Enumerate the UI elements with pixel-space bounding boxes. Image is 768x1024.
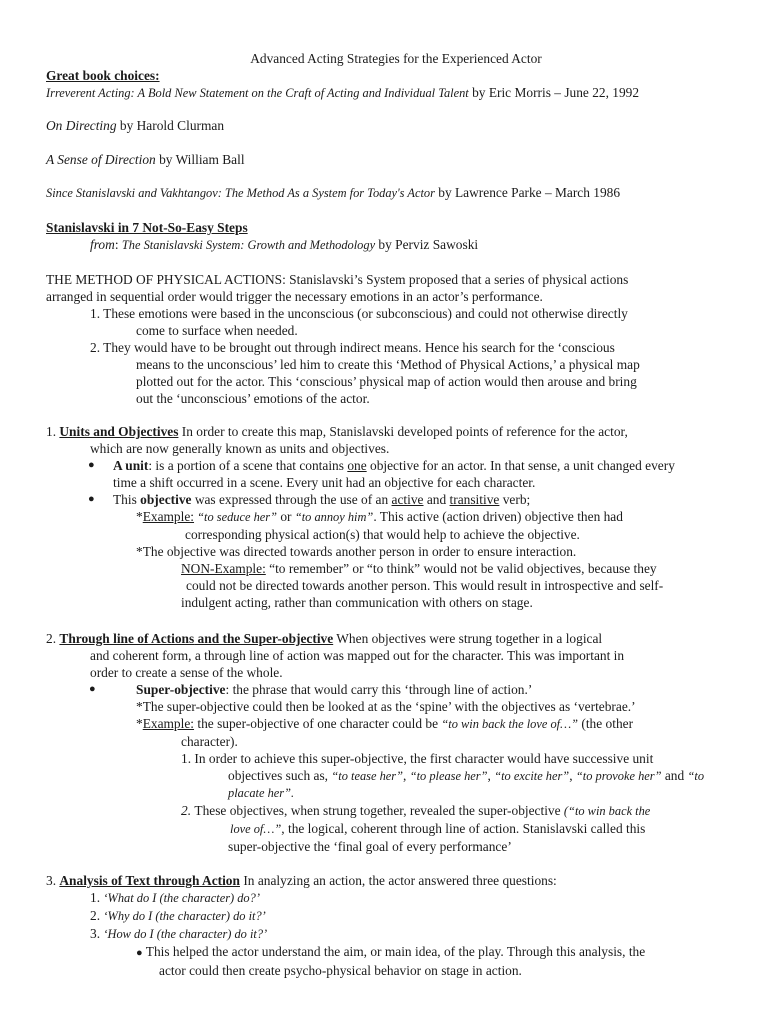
section-heading: Through line of Actions [59,631,195,646]
method-section [46,271,746,407]
method-item-cont: plotted out for the actor. This ‘conscious’ physical map of action would then arouse and bring [136,374,637,389]
books-heading: Great book choices: [46,68,160,83]
book-title: A Sense of Direction [46,152,156,167]
bullet-icon: ● [88,459,95,471]
example-line: *Example: the super-objective of one character could be “to win back the love of…” (the other [136,716,634,731]
books-section [46,67,746,102]
document-title: Advanced Acting Strategies for the Experienced Actor [250,51,542,66]
book-author: by Eric Morris – June 22, 1992 [468,85,640,100]
book-author: by William Ball [155,152,245,167]
sub-item: 2. These objectives, when strung together, revealed the super-objective (“to win back the [181,803,651,818]
book-entry [46,117,746,134]
question-item: 1. ‘What do I (the character) do?’ [90,890,260,905]
book-author: by Lawrence Parke – March 1986 [434,185,621,200]
section-through-line: 2. Through line of Actions and the Super-objective When objectives were strung together in a logical and coherent form, a through line of action was mapped out for the character. This was important in order to create a sense of the whole. ● Super-objective: the phrase that would carry this ‘through line of action.’ *The super-objective could then be looked at as the ‘spine’ with the objectives as ‘vertebrae.’ *Example: the super-objective of one character could be “to win back the love of…” (the other character). 1. In order to achieve this super-objective, the first character would have successive unit objectives such as, “to tease her”, “to please her”, “to excite her”, “to provoke her” and “to placate her”. 2. These objectives, when strung together, revealed the super-objective (“to win back the love of…”, the logical, coherent through line of action. Stanislavski called this super-objective the ‘final goal of every performance’ [46,630,746,855]
section-units-objectives: 1. Units and Objectives In order to create this map, Stanislavski developed points of reference for the actor, which are now generally known as units and objectives. ● A unit: is a portion of a scene that contains one objective for an actor. In that sense, a unit changed every time a shift occurred in a scene. Every unit had an objective for each character. ● This objective was expressed through the use of an active and transitive verb; *Example: “to seduce her” or “to annoy him”. This active (action driven) objective then had corresponding physical action(s) that would help to achieve the objective. *The objective was directed towards another person in order to ensure interaction. NON-Example: “to remember” or “to think” would not be valid objectives, because they could not be directed towards another person. This would result in introspective and self- indulgent acting, rather than communication with others on stage. [46,423,746,611]
list-item: ● This objective was expressed through the use of an active and transitive verb; [88,492,531,507]
section-heading: Units and Objectives [59,424,179,439]
non-example-line: NON-Example: “to remember” or “to think” would not be valid objectives, because they [181,561,657,576]
method-item-cont: out the ‘unconscious’ emotions of the actor. [136,391,370,406]
question-item: 2. ‘Why do I (the character) do it?’ [90,908,266,923]
source-author: by Perviz Sawoski [375,237,479,252]
section-heading: Analysis of Text through Action [59,873,240,888]
book-entry [46,184,746,202]
bullet-icon: ● [136,947,143,959]
book-author: by Harold Clurman [116,118,225,133]
method-item-cont: come to surface when needed. [136,323,298,338]
bullet-icon: ● [88,493,95,505]
bullet-icon: ● [89,683,96,695]
method-line: THE METHOD OF PHYSICAL ACTIONS: Stanislavski’s System proposed that a series of physical actions [46,272,629,287]
list-item: ● A unit: is a portion of a scene that contains one objective for an actor. In that sense, a unit changed every [88,458,675,473]
section-analysis: 3. Analysis of Text through Action In analyzing an action, the actor answered three questions: 1. ‘What do I (the character) do?’ 2. ‘Why do I (the character) do it?’ 3. ‘How do I (the character) do it?’ ● This helped the actor understand the aim, or main idea, of the play. Through this analysis, the actor could then create psycho-physical behavior on stage in action. [46,872,746,979]
method-item: 1. These emotions were based in the unconscious (or subconscious) and could not otherwise directly [90,306,628,321]
book-title: Irreverent Acting: A Bold New Statement on the Craft of Acting and Individual Talent [46,86,469,100]
list-item: ● This helped the actor understand the aim, or main idea, of the play. Through this analysis, the [136,944,646,959]
sub-item: 1. In order to achieve this super-objective, the first character would have successive unit [181,751,654,766]
source-title: The Stanislavski System: Growth and Methodology [121,238,376,252]
book-entry [46,84,746,102]
method-item-cont: means to the unconscious’ led him to create this ‘Method of Physical Actions,’ a physical map [136,357,640,372]
question-item: 3. ‘How do I (the character) do it?’ [90,926,268,941]
example-line: *Example: “to seduce her” or “to annoy him”. This active (action driven) objective then had [136,509,623,524]
steps-section [46,219,746,254]
book-entry [46,151,746,168]
book-title: On Directing [46,118,117,133]
steps-heading: Stanislavski in 7 Not-So-Easy Steps [46,220,248,235]
method-item: 2. They would have to be brought out through indirect means. Hence his search for the ‘conscious [90,340,615,355]
steps-source: from: The Stanislavski System: Growth and Methodology by Perviz Sawoski [90,237,479,252]
list-item: ● Super-objective: the phrase that would carry this ‘through line of action.’ [89,682,533,697]
method-line: arranged in sequential order would trigger the necessary emotions in an actor’s performance. [46,289,543,304]
book-title: Since Stanislavski and Vakhtangov: The Method As a System for Today's Actor [46,186,435,200]
